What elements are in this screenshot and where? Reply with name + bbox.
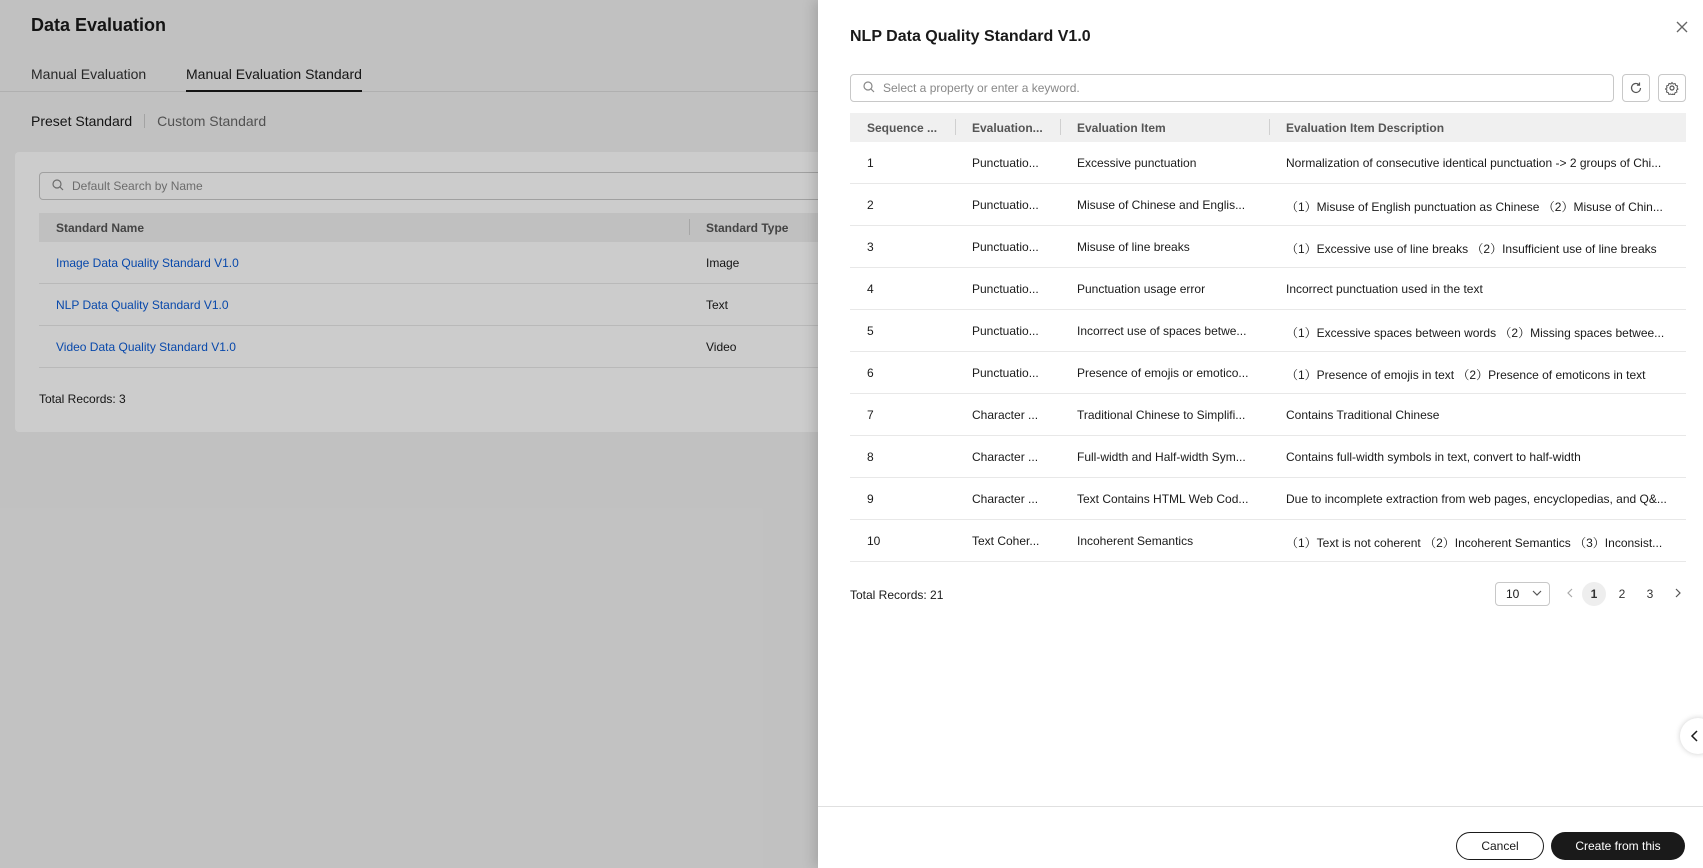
page-size-select[interactable] [1495,582,1550,606]
table-row [850,226,1686,268]
cell-description: Contains full-width symbols in text, convert to half-width [1286,450,1581,464]
cell-sequence: 1 [867,156,874,170]
search-placeholder: Select a property or enter a keyword. [883,81,1080,95]
cell-description: Due to incomplete extraction from web pages, encyclopedias, and Q&... [1286,492,1667,506]
cell-item: Excessive punctuation [1077,156,1197,170]
cell-item: Incorrect use of spaces betwe... [1077,324,1247,338]
cell-sequence: 9 [867,492,874,506]
page-1-button[interactable]: 1 [1582,582,1606,606]
cell-sequence: 5 [867,324,874,338]
column-evaluation-item-description: Evaluation Item Description [1286,121,1445,135]
cell-description: （1）Excessive spaces between words （2）Missing spaces betwee... [1286,326,1665,340]
column-standard-type: Standard Type [706,221,789,235]
search-icon [863,81,875,96]
cell-category: Character ... [972,450,1039,464]
standard-name-link[interactable]: NLP Data Quality Standard V1.0 [56,298,229,312]
cancel-button[interactable]: Cancel [1456,832,1544,860]
refresh-icon [1629,81,1643,95]
prev-page-button[interactable] [1558,582,1582,606]
close-icon [1676,21,1688,33]
page-title: Data Evaluation [31,15,167,35]
cell-description: （1）Presence of emojis in text （2）Presence of emoticons in text [1286,368,1646,382]
cell-sequence: 2 [867,198,874,212]
cell-item: Misuse of Chinese and Englis... [1077,198,1246,212]
drawer-footer [818,806,1703,868]
standard-type: Image [706,256,740,270]
tab-manual-evaluation[interactable]: Manual Evaluation [31,66,147,82]
cell-sequence: 10 [867,534,881,548]
cell-sequence: 8 [867,450,874,464]
cell-description: （1）Excessive use of line breaks （2）Insufficient use of line breaks [1286,242,1657,256]
cell-category: Punctuatio... [972,282,1039,296]
cell-category: Punctuatio... [972,366,1039,380]
table-row [850,394,1686,436]
cell-sequence: 7 [867,408,874,422]
standard-detail-drawer [818,0,1703,868]
table-row [850,478,1686,520]
cell-description: Contains Traditional Chinese [1286,408,1440,422]
total-records: Total Records: 21 [850,588,944,602]
chevron-left-icon [1690,729,1700,743]
close-button[interactable] [1671,16,1693,38]
page-2-button[interactable]: 2 [1618,587,1626,601]
refresh-button[interactable] [1622,74,1650,102]
table-row [850,520,1686,562]
cell-item: Traditional Chinese to Simplifi... [1077,408,1246,422]
cell-category: Punctuatio... [972,324,1039,338]
cell-category: Punctuatio... [972,156,1039,170]
chevron-right-icon [1673,588,1683,598]
column-evaluation-item: Evaluation Item [1077,121,1166,135]
cell-sequence: 4 [867,282,874,296]
column-divider [1060,119,1061,135]
tab-manual-evaluation-standard[interactable]: Manual Evaluation Standard [186,66,362,92]
cell-description: （1）Misuse of English punctuation as Chinese （2）Misuse of Chin... [1286,200,1663,214]
cell-item: Presence of emojis or emotico... [1077,366,1249,380]
cell-category: Character ... [972,492,1039,506]
cell-sequence: 6 [867,366,874,380]
cell-category: Character ... [972,408,1039,422]
sub-tab-preset-standard[interactable]: Preset Standard [31,113,133,129]
page-3-button[interactable]: 3 [1646,587,1654,601]
create-from-this-button[interactable]: Create from this [1551,832,1685,860]
cell-item: Misuse of line breaks [1077,240,1190,254]
drawer-table-header [850,113,1686,142]
column-standard-name: Standard Name [56,221,145,235]
table-row [850,184,1686,226]
cell-description: Incorrect punctuation used in the text [1286,282,1483,296]
column-evaluation-category: Evaluation... [972,121,1043,135]
sub-tab-custom-standard[interactable]: Custom Standard [157,113,267,129]
next-page-button[interactable] [1666,582,1690,606]
table-row [850,436,1686,478]
chevron-down-icon [1531,586,1543,603]
standard-name-link[interactable]: Image Data Quality Standard V1.0 [56,256,239,270]
column-divider [1269,119,1270,135]
standard-type: Text [706,298,729,312]
standard-name-link[interactable]: Video Data Quality Standard V1.0 [56,340,236,354]
column-sequence: Sequence ... [867,121,938,135]
column-divider [955,119,956,135]
total-records: Total Records: 3 [39,392,126,406]
cell-item: Incoherent Semantics [1077,534,1194,548]
cell-description: Normalization of consecutive identical punctuation -> 2 groups of Chi... [1286,156,1662,170]
cell-category: Text Coher... [972,534,1040,548]
cell-item: Full-width and Half-width Sym... [1077,450,1246,464]
gear-icon [1665,81,1679,95]
standard-type: Video [706,340,737,354]
drawer-search-input[interactable] [850,74,1614,102]
pagination [818,582,1703,606]
cell-item: Text Contains HTML Web Cod... [1077,492,1249,506]
settings-button[interactable] [1658,74,1686,102]
cell-category: Punctuatio... [972,240,1039,254]
page-size-value: 10 [1506,587,1520,601]
cell-description: （1）Text is not coherent （2）Incoherent Semantics （3）Inconsist... [1286,536,1663,550]
cell-item: Punctuation usage error [1077,282,1206,296]
drawer-title: NLP Data Quality Standard V1.0 [850,28,1091,45]
cell-category: Punctuatio... [972,198,1039,212]
table-row [850,310,1686,352]
table-row [850,352,1686,394]
cell-sequence: 3 [867,240,874,254]
chevron-left-icon [1565,588,1575,598]
table-row [850,268,1686,310]
table-row [850,142,1686,184]
search-placeholder: Default Search by Name [72,179,203,193]
